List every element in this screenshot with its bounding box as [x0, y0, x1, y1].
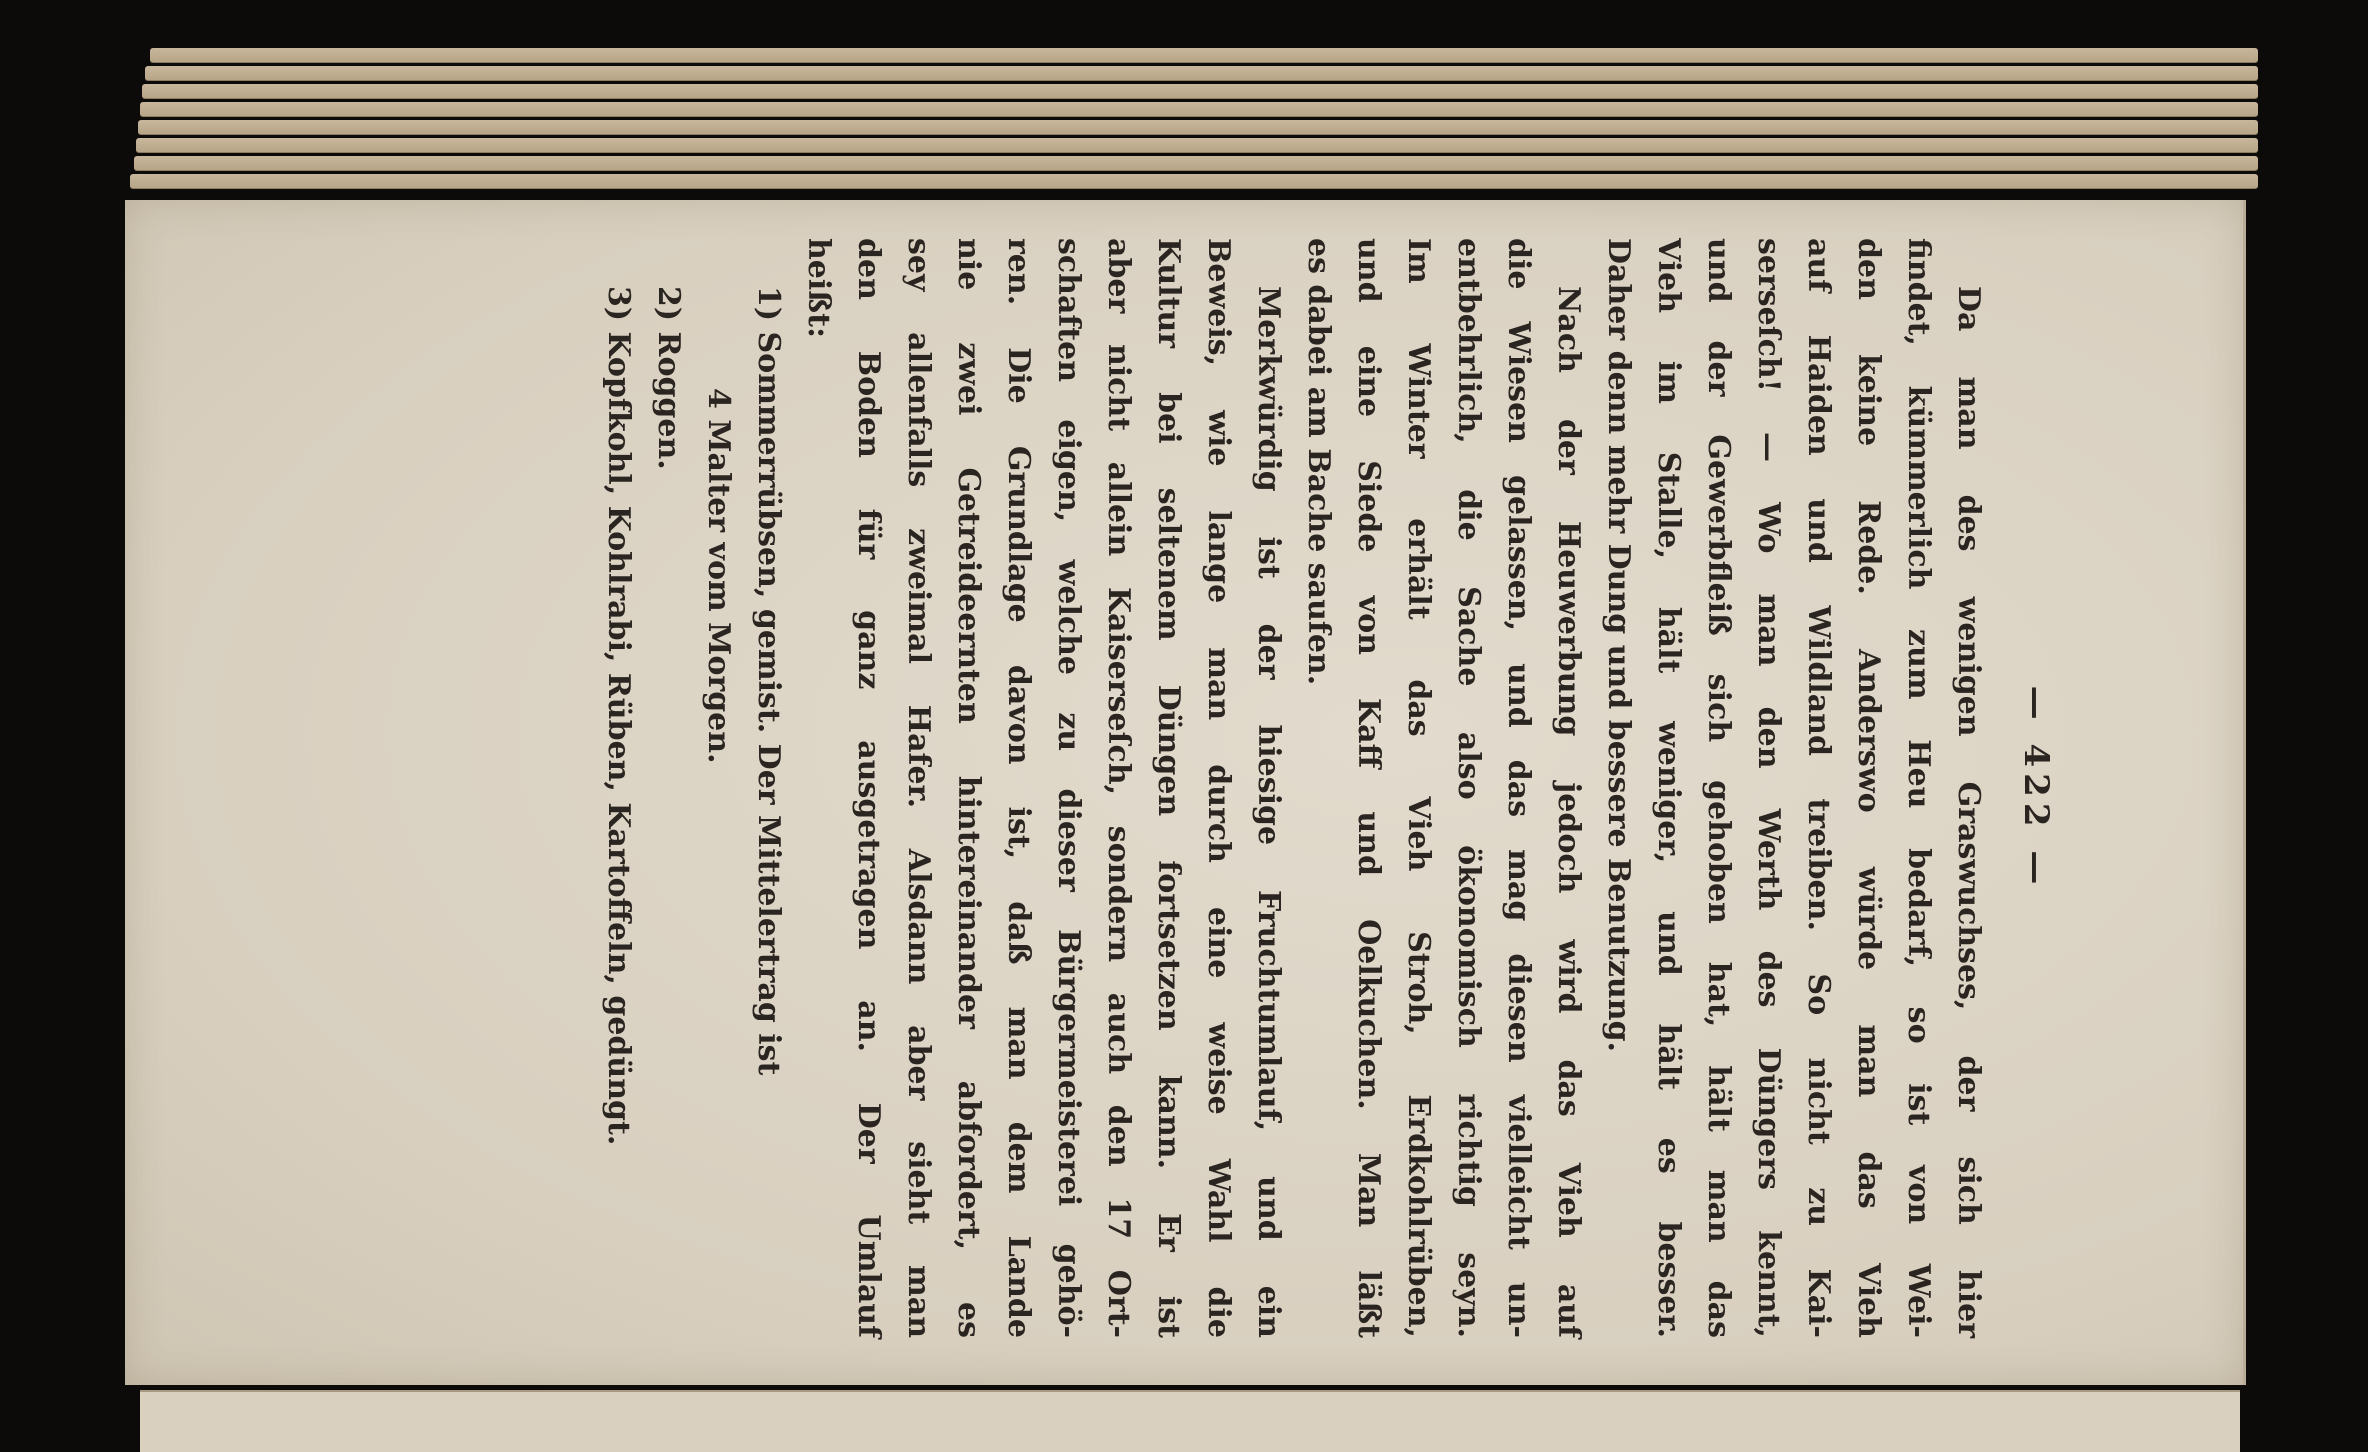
list-item: 2) Roggen. — [651, 286, 686, 470]
text-line: ren. Die Grundlage davon ist, daß man dem Lande — [1001, 238, 1036, 1338]
facing-page-edge — [140, 1390, 2240, 1452]
page-edge — [138, 120, 2258, 135]
page-edge — [130, 174, 2258, 189]
text-line: Da man des wenigen Graswuchses, der sich hier — [1951, 286, 1986, 1338]
text-line: findet, kümmerlich zum Heu bedarf, so ist von Wei- — [1901, 238, 1936, 1338]
text-line: und der Gewerbfleiß sich gehoben hat, hält man das — [1701, 238, 1736, 1338]
text-line: sey allenfalls zweimal Hafer. Alsdann aber sieht man — [901, 238, 936, 1338]
text-line: Nach der Heuwerbung jedoch wird das Vieh auf — [1551, 286, 1586, 1338]
text-line: auf Haiden und Wildland treiben. So nicht zu Kai- — [1801, 238, 1836, 1338]
text-line: Daher denn mehr Dung und bessere Benutzung. — [1601, 238, 1636, 1052]
text-line: es dabei am Bache saufen. — [1301, 238, 1336, 686]
paragraph-2 — [1293, 238, 1593, 1338]
page-number-header: — 422 — — [2016, 685, 2056, 891]
text-line: Vieh im Stalle, hält weniger, und hält es besser. — [1651, 238, 1686, 1338]
text-line: die Wiesen gelassen, und das mag diesen vielleicht un- — [1501, 238, 1536, 1338]
page-text — [361, 238, 2061, 1338]
page-edge — [134, 156, 2258, 171]
text-line: schaften eigen, welche zu dieser Bürgermeisterei gehö- — [1051, 238, 1086, 1338]
list-item: 1) Sommerrübsen, gemist. Der Mittelertrag ist — [751, 286, 786, 1076]
paragraph-1 — [1593, 238, 1993, 1338]
page-edge — [136, 138, 2258, 153]
text-line: serseſch! — Wo man den Werth des Düngers kennt, — [1751, 238, 1786, 1338]
text-line: Merkwürdig ist der hiesige Fruchtumlauf, und ein — [1251, 286, 1286, 1338]
page-edge — [140, 102, 2258, 117]
text-line: nie zwei Getreideernten hintereinander abfordert, es — [951, 238, 986, 1338]
text-line: aber nicht allein Kaiserseſch, sondern auch den 17 Ort- — [1101, 238, 1136, 1338]
text-line: heißt: — [801, 238, 836, 339]
rotation-list — [593, 238, 793, 1338]
text-line: entbehrlich, die Sache also ökonomisch richtig seyn. — [1451, 238, 1486, 1338]
list-item: 4 Malter vom Morgen. — [701, 388, 736, 764]
list-item: 3) Kopfkohl, Kohlrabi, Rüben, Kartoffeln, gedüngt. — [601, 286, 636, 1146]
page-edge — [145, 66, 2258, 81]
text-line: Im Winter erhält das Vieh Stroh, Erdkohlrüben, — [1401, 238, 1436, 1338]
text-line: den keine Rede. Anderswo würde man das Vieh — [1851, 238, 1886, 1338]
text-line: den Boden für ganz ausgetragen an. Der Umlauf — [851, 238, 886, 1338]
text-line: und eine Siede von Kaff und Oelkuchen. Man läßt — [1351, 238, 1386, 1338]
text-line: Kultur bei seltenem Düngen fortsetzen kann. Er ist — [1151, 238, 1186, 1338]
paragraph-3 — [793, 238, 1293, 1338]
page-edge — [142, 84, 2258, 99]
page-edge — [150, 48, 2258, 63]
text-line: Beweis, wie lange man durch eine weise Wahl die — [1201, 238, 1236, 1338]
